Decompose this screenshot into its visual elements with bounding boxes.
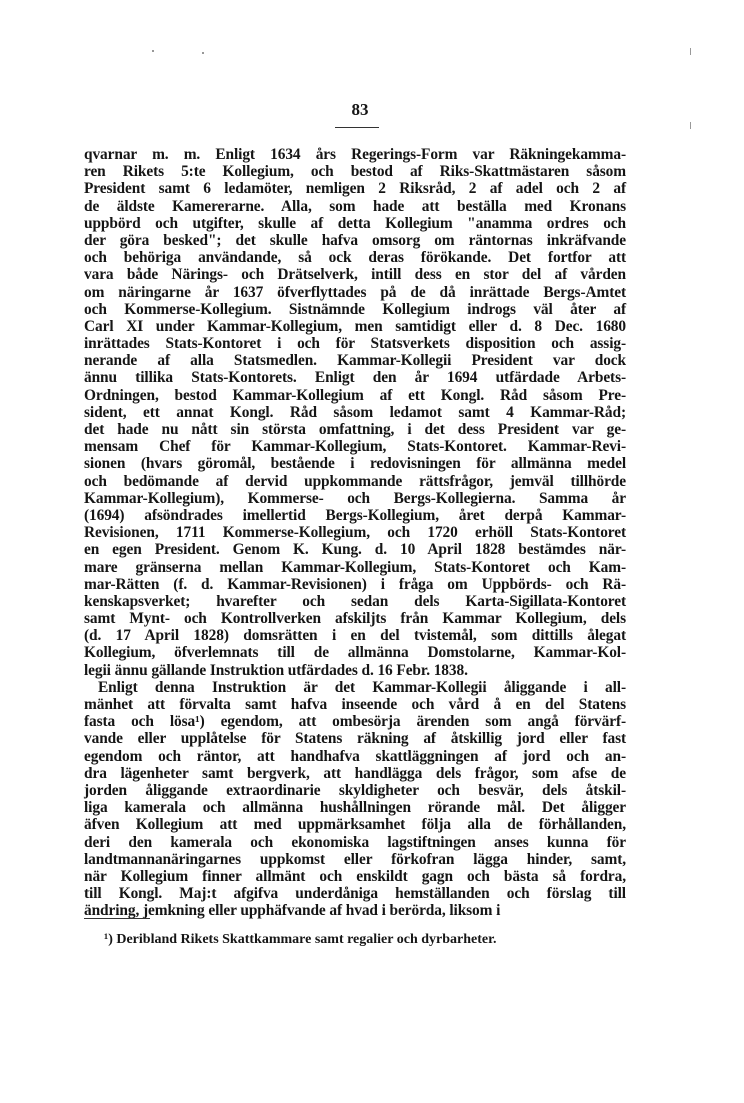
text-line: till Kongl. Maj:t afgifva underdåniga hemställanden och förslag till	[84, 885, 626, 903]
text-line: dra lägenheter samt bergverk, att handlägga dels frågor, som afse de	[84, 764, 626, 782]
text-line: Ordningen, bestod Kammar-Kollegium af ett Kongl. Råd såsom Pre-	[84, 386, 626, 404]
text-line: der göra besked"; det skulle hafva omsorg om räntornas inkräfvande	[84, 231, 626, 249]
text-line: Enligt denna Instruktion är det Kammar-Kollegii åliggande i all-	[98, 678, 626, 696]
footnote	[104, 932, 497, 948]
text-line: Kammar-Kollegium), Kommerse- och Bergs-Kollegierna. Samma år	[84, 489, 626, 507]
text-line: det hade nu nått sin största omfattning, i det dess President var ge-	[84, 421, 626, 438]
text-line: sident, ett annat Kongl. Råd såsom ledamot samt 4 Kammar-Råd;	[84, 403, 626, 421]
text-line: egendom och räntor, att handhafva skattläggningen af jord och an-	[84, 747, 626, 765]
text-line: och Kommerse-Kollegium. Sistnämnde Kollegium indrogs väl åter af	[84, 300, 626, 318]
text-line: sionen (hvars göromål, bestående i redovisningen för allmänna medel	[84, 455, 626, 473]
text-line: landtmannanäringarnes uppkomst eller förkofran lägga hinder, samt,	[84, 850, 626, 868]
edge-mark	[690, 122, 691, 129]
text-line: (d. 17 April 1828) domsrätten i en del tvistemål, som dittills ålegat	[84, 627, 626, 645]
text-line: och bedömande af dervid uppkommande rättsfrågor, jemväl tillhörde	[84, 472, 626, 490]
text-line: President samt 6 ledamöter, nemligen 2 Riksråd, 2 af adel och 2 af	[84, 180, 626, 198]
text-line: jorden åliggande extraordinarie skyldigheter och besvär, dels åtskil-	[84, 781, 626, 799]
text-line: vara både Närings- och Drätselverk, intill dess en stor del af vården	[84, 266, 626, 284]
text-line: äfven Kollegium att med uppmärksamhet följa alla de förhållanden,	[84, 816, 626, 834]
paragraph	[84, 146, 626, 679]
text-line: en egen President. Genom K. Kung. d. 10 April 1828 bestämdes när-	[84, 541, 626, 559]
text-line: mänhet att förvalta samt hafva inseende och vård å en del Statens	[84, 696, 626, 713]
footnote-marker: ¹)	[104, 932, 113, 947]
body-text	[84, 146, 626, 919]
text-line: liga kamerala och allmänna hushållningen rörande mål. Det åligger	[84, 799, 626, 817]
text-line: när Kollegium finner allmänt och enskildt gagn och bästa så fordra,	[84, 867, 626, 885]
text-line: (1694) afsöndrades imellertid Bergs-Kollegium, året derpå Kammar-	[84, 506, 626, 524]
page-number-rule	[335, 127, 379, 128]
page-number: 83	[351, 100, 369, 119]
text-line: legii ännu gällande Instruktion utfärdades d. 16 Febr. 1838.	[84, 661, 468, 679]
text-line: ren Rikets 5:te Kollegium, och bestod af Riks-Skattmästaren såsom	[84, 163, 626, 181]
footnote-rule	[84, 918, 150, 919]
text-line: mar-Rätten (f. d. Kammar-Revisionen) i fråga om Uppbörds- och Rä-	[84, 575, 626, 593]
text-line: deri den kamerala och ekonomiska lagstiftningen anses kunna för	[84, 833, 626, 851]
text-line: ändring, jemkning eller upphäfvande af hvad i berörda, liksom i	[84, 902, 501, 920]
text-line: Kollegium, öfverlemnats till de allmänna Domstolarne, Kammar-Kol-	[84, 644, 626, 662]
text-line: fasta och lösa¹) egendom, att ombesörja ärenden som angå förvärf-	[84, 713, 626, 731]
text-line: uppbörd och utgifter, skulle af detta Kollegium "anamma ordres och	[84, 214, 626, 232]
text-line: mare gränserna mellan Kammar-Kollegium, Stats-Kontoret och Kam-	[84, 558, 626, 576]
dust-speck	[152, 50, 154, 52]
text-line: om näringarne år 1637 öfverflyttades på de då inrättade Bergs-Amtet	[84, 283, 626, 301]
text-line: inrättades Stats-Kontoret i och för Statsverkets disposition och assig-	[84, 335, 626, 353]
text-line: mensam Chef för Kammar-Kollegium, Stats-Kontoret. Kammar-Revi-	[84, 438, 626, 456]
dust-speck	[202, 52, 204, 54]
paragraph	[84, 679, 626, 920]
text-line: Carl XI under Kammar-Kollegium, men samtidigt eller d. 8 Dec. 1680	[84, 317, 626, 335]
text-line: och behöriga användande, så ock deras förökande. Det fortfor att	[84, 249, 626, 267]
text-line: qvarnar m. m. Enligt 1634 års Regerings-Form var Räkningekamma-	[84, 146, 626, 163]
text-line: nerande af alla Statsmedlen. Kammar-Kollegii President var dock	[84, 352, 626, 370]
text-line: kenskapsverket; hvarefter och sedan dels Karta-Sigillata-Kontoret	[84, 592, 626, 610]
text-line: de äldste Kamererarne. Alla, som hade att beställa med Kronans	[84, 197, 626, 215]
text-line: vande eller upplåtelse för Statens räkning af åtskillig jord eller fast	[84, 730, 626, 748]
footnote-text: Deribland Rikets Skattkammare samt regalier och dyrbarheter.	[116, 932, 497, 947]
text-line: samt Mynt- och Kontrollverken afskiljts från Kammar Kollegium, dels	[84, 610, 626, 628]
text-line: Revisionen, 1711 Kommerse-Kollegium, och 1720 erhöll Stats-Kontoret	[84, 524, 626, 542]
edge-mark	[690, 48, 691, 55]
text-line: ännu tillika Stats-Kontorets. Enligt den år 1694 utfärdade Arbets-	[84, 369, 626, 387]
